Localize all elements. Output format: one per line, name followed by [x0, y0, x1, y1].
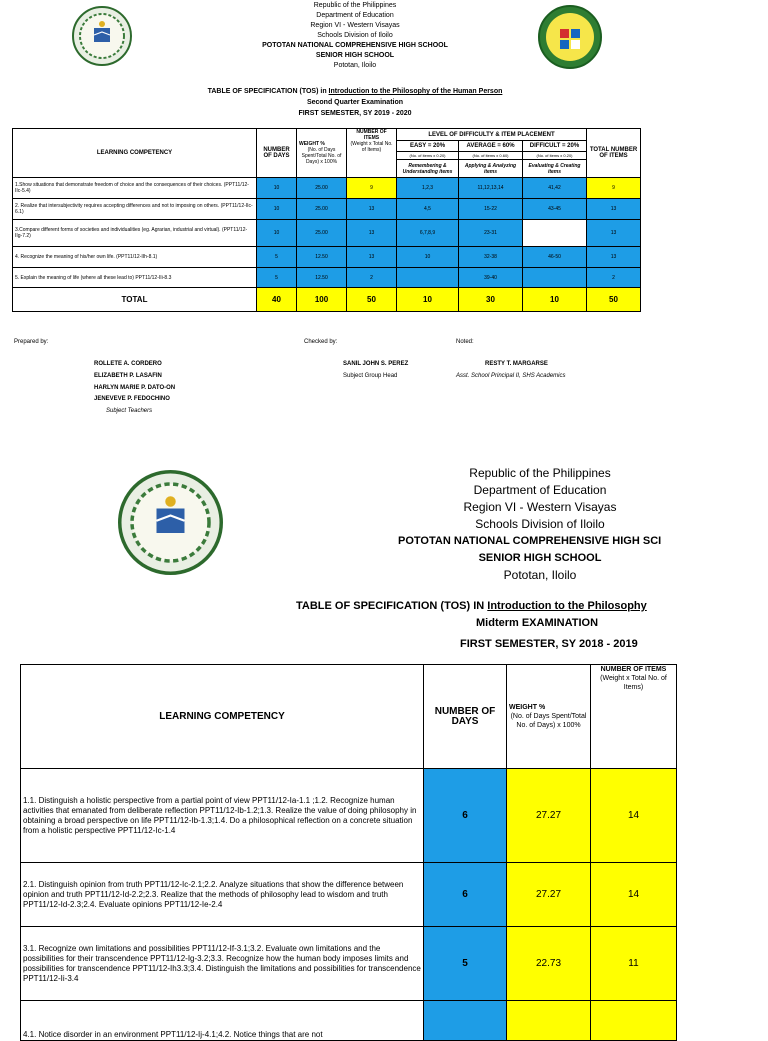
- col-header-competency: LEARNING COMPETENCY: [13, 129, 257, 178]
- school-name: POTOTAN NATIONAL COMPREHENSIVE HIGH SCHOOL: [262, 42, 448, 49]
- tos-table: [20, 664, 677, 1041]
- document-header: [200, 1, 510, 71]
- items-cell: 2: [347, 268, 397, 288]
- average-cell: 32-38: [459, 247, 523, 268]
- average-cell: 11,12,13,14: [459, 178, 523, 199]
- total-total: 50: [587, 288, 641, 312]
- town-name: Pototan, Iloilo: [503, 568, 577, 582]
- level-of-difficulty-header: LEVEL OF DIFFICULTY & ITEM PLACEMENT: [397, 129, 587, 141]
- deped-seal: [538, 5, 602, 69]
- items-cell: 13: [347, 247, 397, 268]
- school-seal: [118, 470, 223, 575]
- prepared-by-label: Prepared by:: [14, 339, 49, 345]
- difficult-cell: 41,42: [523, 178, 587, 199]
- competency-cell: 4. Recognize the meaning of his/her own life. (PPT11/12-IIh-8.1): [13, 247, 257, 268]
- checked-by-label: Checked by:: [304, 339, 338, 345]
- total-cell: 13: [587, 199, 641, 220]
- department-name: SENIOR HIGH SCHOOL: [315, 52, 395, 59]
- col-header-days: NUMBER OF DAYS: [424, 665, 507, 769]
- total-row: [13, 288, 641, 312]
- total-cell: 9: [587, 178, 641, 199]
- difficult-cell: 46-50: [523, 247, 587, 268]
- header-line: Department of Education: [473, 483, 607, 497]
- weight-note: (No. of Days Spent/Total No. of Days) x 100%: [301, 147, 342, 165]
- items-label: NUMBER OF ITEMS: [600, 666, 667, 673]
- weight-label: WEIGHT %: [299, 141, 325, 147]
- difficult-cell: [523, 268, 587, 288]
- days-cell: 6: [424, 769, 507, 863]
- total-difficult: 10: [523, 288, 587, 312]
- days-cell: 10: [257, 220, 297, 247]
- average-cell: 39-40: [459, 268, 523, 288]
- header-line: Region VI - Western Visayas: [463, 500, 617, 514]
- average-cell: 15-22: [459, 199, 523, 220]
- table-row: [21, 863, 677, 927]
- items-cell: 11: [591, 927, 677, 1001]
- total-label: TOTAL: [13, 288, 257, 312]
- header-line: Schools Division of Iloilo: [475, 517, 605, 531]
- col-header-items: [347, 129, 397, 178]
- header-line: Department of Education: [316, 12, 394, 19]
- school-seal: [72, 6, 132, 66]
- teachers-role: Subject Teachers: [106, 408, 153, 414]
- competency-cell: 1.Show situations that demonstrate freedom of choice and the consequences of their choices. (PPT11/12-IIc-5.4): [13, 178, 257, 199]
- easy-header: EASY = 20%: [397, 141, 459, 152]
- header-line: Republic of the Philippines: [469, 466, 611, 480]
- days-cell: 10: [257, 178, 297, 199]
- difficult-note: (No. of items x 0.20): [523, 152, 587, 160]
- table-row: [21, 1001, 677, 1041]
- tos-title-prefix: TABLE OF SPECIFICATION (TOS) IN: [296, 600, 488, 612]
- days-cell: 5: [424, 927, 507, 1001]
- total-cell: 13: [587, 247, 641, 268]
- weight-label: WEIGHT %: [509, 704, 546, 711]
- average-skill: Applying & Analyzing items: [459, 160, 523, 178]
- total-easy: 10: [397, 288, 459, 312]
- tos-title: [150, 87, 560, 97]
- weight-cell: 25.00: [297, 178, 347, 199]
- weight-cell: 25.00: [297, 220, 347, 247]
- table-row: [13, 247, 641, 268]
- col-header-weight: [507, 665, 591, 769]
- col-header-weight: [297, 129, 347, 178]
- total-items: 50: [347, 288, 397, 312]
- checker-name: SANIL JOHN S. PEREZ: [343, 361, 409, 367]
- days-cell: [424, 1001, 507, 1041]
- tos-subject: Introduction to the Philosophy of the Human Person: [328, 88, 503, 95]
- teacher-name: ELIZABETH P. LASAFIN: [94, 373, 162, 379]
- exam-name: Second Quarter Examination: [306, 99, 404, 106]
- average-header: AVERAGE = 60%: [459, 141, 523, 152]
- semester: FIRST SEMESTER, SY 2018 - 2019: [460, 638, 638, 650]
- weight-cell: 12.50: [297, 247, 347, 268]
- department-name: SENIOR HIGH SCHOOL: [478, 552, 602, 564]
- average-cell: 23-31: [459, 220, 523, 247]
- noted-label: Noted:: [456, 339, 474, 345]
- competency-cell: 2. Realize that intersubjectivity requires accepting differences and not to imposing on others. (PPT11/12-IIc-6.1): [13, 199, 257, 220]
- total-cell: 2: [587, 268, 641, 288]
- tos-title: [296, 598, 647, 614]
- teacher-name: HARLYN MARIE P. DATO-ON: [94, 385, 176, 391]
- weight-note: (No. of Days Spent/Total No. of Days) x 100%: [510, 713, 587, 729]
- weight-cell: [507, 1001, 591, 1041]
- col-header-total: TOTAL NUMBER OF ITEMS: [587, 129, 641, 178]
- header-line: Region VI - Western Visayas: [310, 22, 400, 29]
- competency-cell: 4.1. Notice disorder in an environment PPT11/12-Ij-4.1;4.2. Notice things that are not: [21, 1001, 424, 1041]
- col-header-competency: LEARNING COMPETENCY: [21, 665, 424, 769]
- items-cell: 13: [347, 199, 397, 220]
- easy-cell: 10: [397, 247, 459, 268]
- difficult-cell: [523, 220, 587, 247]
- items-cell: 9: [347, 178, 397, 199]
- competency-cell: 2.1. Distinguish opinion from truth PPT11/12-Ic-2.1;2.2. Analyze situations that show the difference between opinion and truth PPT11/12-Id-2.2;2.3. Realize that the methods of philosophy lead to wisdom and truth PPT11/12-Id-2.3;2.4. Evaluate opinions PPT11/12-Ie-2.4: [21, 863, 424, 927]
- total-days: 40: [257, 288, 297, 312]
- weight-cell: 12.50: [297, 268, 347, 288]
- items-note: (Weight x Total No. of Items): [600, 675, 667, 691]
- weight-cell: 27.27: [507, 863, 591, 927]
- items-cell: 13: [347, 220, 397, 247]
- tos-table: [12, 128, 641, 312]
- tos-subject: Introduction to the Philosophy: [487, 600, 647, 612]
- items-note: (Weight x Total No. of Items): [350, 141, 393, 153]
- checker-role: Subject Group Head: [343, 373, 398, 379]
- easy-cell: 4,5: [397, 199, 459, 220]
- items-cell: 14: [591, 769, 677, 863]
- difficult-header: DIFFICULT = 20%: [523, 141, 587, 152]
- easy-cell: [397, 268, 459, 288]
- items-cell: [591, 1001, 677, 1041]
- weight-cell: 22.73: [507, 927, 591, 1001]
- total-cell: 13: [587, 220, 641, 247]
- items-label: NUMBER OF ITEMS: [356, 129, 387, 141]
- semester: FIRST SEMESTER, SY 2019 - 2020: [298, 110, 412, 117]
- header-line: Schools Division of Iloilo: [317, 32, 393, 39]
- table-row: [13, 178, 641, 199]
- days-cell: 10: [257, 199, 297, 220]
- weight-cell: 25.00: [297, 199, 347, 220]
- weight-cell: 27.27: [507, 769, 591, 863]
- average-note: (No. of items x 0.60): [459, 152, 523, 160]
- table-row: [13, 199, 641, 220]
- total-average: 30: [459, 288, 523, 312]
- teacher-name: JENEVEVE P. FEDOCHINO: [94, 396, 170, 402]
- noter-role: Asst. School Principal II, SHS Academics: [456, 373, 566, 379]
- table-row: [13, 220, 641, 247]
- easy-note: (No. of items x 0.20): [397, 152, 459, 160]
- items-cell: 14: [591, 863, 677, 927]
- competency-cell: 5. Explain the meaning of life (where all these lead to) PPT11/12-IIi-8.3: [13, 268, 257, 288]
- table-row: [13, 268, 641, 288]
- days-cell: 5: [257, 247, 297, 268]
- school-name: POTOTAN NATIONAL COMPREHENSIVE HIGH SCI: [398, 535, 662, 547]
- difficult-skill: Evaluating & Creating items: [523, 160, 587, 178]
- total-weight: 100: [297, 288, 347, 312]
- col-header-items: [591, 665, 677, 769]
- competency-cell: 1.1. Distinguish a holistic perspective from a partial point of view PPT11/12-Ia-1.1 ;1.2. Recognize human activities that emanated from deliberate reflection PPT11/12-Ib-1.2;1.3. Realize the value of doing philosophy in obtaining a broad perspective on life PPT11/12-Ib-1.3;1.4. Do a philosophical reflection on a concrete situation from a holistic perspective PPT11/12-Ic-1.4: [21, 769, 424, 863]
- easy-skill: Remembering & Understanding items: [397, 160, 459, 178]
- competency-cell: 3.1. Recognize own limitations and possibilities PPT11/12-If-3.1;3.2. Evaluate own limitations and the possibilities for their transcendence PPT11/12-Ig-3.2;3.3. Recognize how the human body imposes limits and possibilities for transcendence PPT11/12-Ih3.3;3.4. Distinguish the limitations and possibilities for transcendence PPT11/12-Ii-3.4: [21, 927, 424, 1001]
- days-cell: 6: [424, 863, 507, 927]
- competency-cell: 3.Compare different forms of societies and individualities (eg. Agrarian, industrial and virtual). (PPT11/12-IIg-7.2): [13, 220, 257, 247]
- col-header-days: NUMBER OF DAYS: [257, 129, 297, 178]
- difficult-cell: 43-45: [523, 199, 587, 220]
- noter-name: RESTY T. MARGARSE: [485, 361, 548, 367]
- teacher-name: ROLLETE A. CORDERO: [94, 361, 162, 367]
- exam-name: Midterm EXAMINATION: [476, 617, 599, 629]
- easy-cell: 1,2,3: [397, 178, 459, 199]
- table-row: [21, 927, 677, 1001]
- town-name: Pototan, Iloilo: [333, 62, 377, 69]
- header-line: Republic of the Philippines: [313, 2, 397, 9]
- tos-title-prefix: TABLE OF SPECIFICATION (TOS) in: [207, 88, 329, 95]
- days-cell: 5: [257, 268, 297, 288]
- easy-cell: 6,7,8,9: [397, 220, 459, 247]
- table-row: [21, 769, 677, 863]
